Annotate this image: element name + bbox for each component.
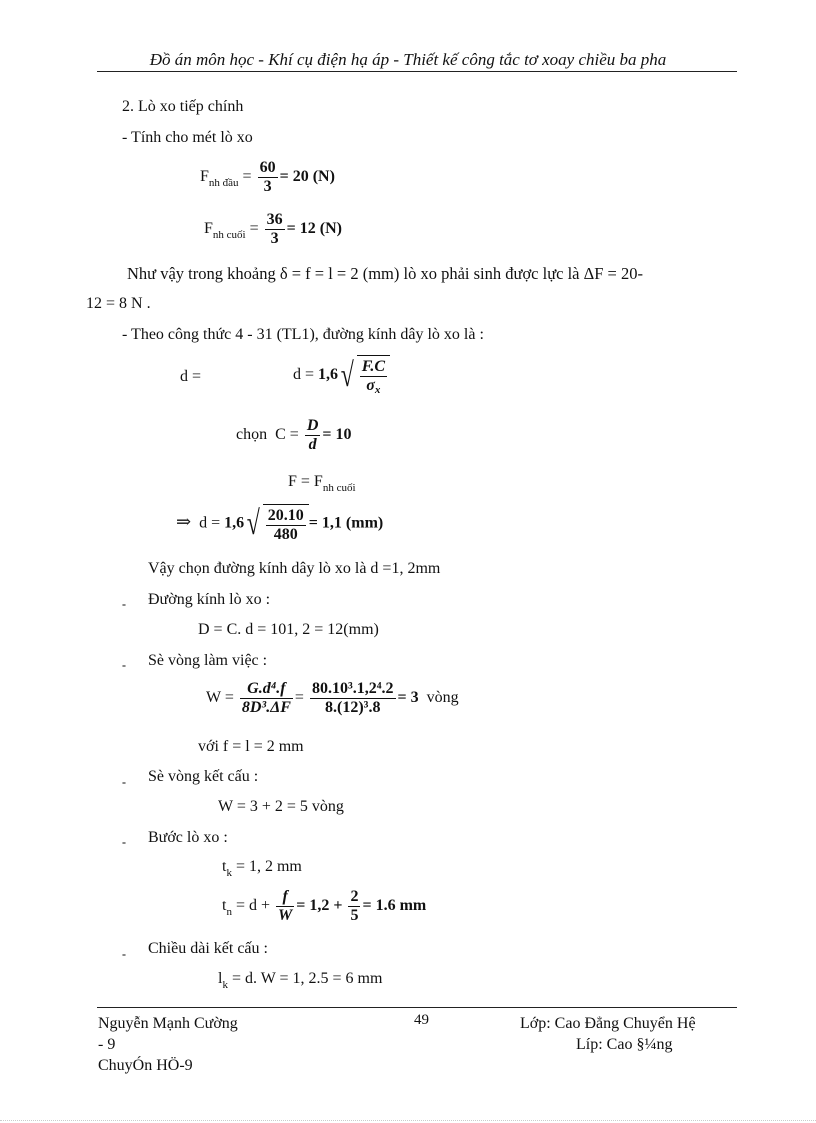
bullet-dash: - xyxy=(122,775,126,789)
formula-tk: $t_k = 1$, 2 mm xyxy=(222,858,302,879)
fraction: $\frac{36}{3}$ xyxy=(266,211,283,247)
header-rule xyxy=(97,71,737,72)
with-f: với f = l = 2 mm xyxy=(198,738,304,755)
fraction: $\frac{60}{3}$ xyxy=(259,159,276,195)
chosen-diameter: Vậy chọn đường kính dây lò xo là d =1, 2mm xyxy=(148,560,441,577)
page-number: 49 xyxy=(414,1012,429,1028)
footer-class-2: Líp: Cao §¼ng xyxy=(576,1036,673,1053)
formula-lk: $l_k = d$. W = 1, 2.5 = 6 mm xyxy=(218,970,383,991)
footer-author-cont-2: ChuyÓn HÖ-9 xyxy=(98,1057,193,1074)
formula-w: W = $\frac{\text{G.d⁴.f}}{\text{8D³.ΔF}}$ = $\frac{\text{80.10³.1,2⁴.2}}{\text{8.(12)³.8}}$ = 3 vòng xyxy=(206,680,459,716)
outer-diameter-title: Đường kính lò xo : xyxy=(148,591,271,608)
calc-line: - Tính cho mét lò xo xyxy=(122,129,253,146)
d-left: d = xyxy=(180,368,202,385)
struct-turns-title: Sè vòng kết cấu : xyxy=(148,768,259,785)
formula-c: chọn C = $\frac{D}{d}$ = 10 xyxy=(236,417,352,453)
bullet-dash: - xyxy=(122,835,126,849)
formula-intro: - Theo công thức 4 - 31 (TL1), đường kính dây lò xo là : xyxy=(122,326,484,343)
running-header: Đồ án môn học - Khí cụ điện hạ áp - Thiết kế công tắc tơ xoay chiều ba pha xyxy=(149,50,667,69)
paragraph-line-2: 12 = 8 N . xyxy=(86,295,151,312)
working-turns-title: Sè vòng làm việc : xyxy=(148,652,268,669)
formula-tn: $t_n = d$ + $\frac{f}{W}$ = 1,2 + $\frac{2}{5}$ = 1.6 mm xyxy=(222,888,427,924)
footer-author: Nguyễn Mạnh Cường xyxy=(98,1015,238,1032)
page-edge xyxy=(0,1120,816,1122)
bullet-dash: - xyxy=(122,597,126,611)
footer-author-cont: - 9 xyxy=(98,1036,116,1053)
sqrt: √ $\frac{20.10}{480}$ xyxy=(244,504,309,544)
footer-class: Lớp: Cao Đẳng Chuyển Hệ xyxy=(520,1015,696,1032)
paragraph-line-1: Như vậy trong khoảng δ = f = l = 2 (mm) lò xo phải sinh được lực là ΔF = 20- xyxy=(127,264,643,283)
sqrt: √ $\frac{F.C}{\sigma x}$ xyxy=(338,355,390,396)
pitch-title: Bước lò xo : xyxy=(148,829,228,846)
formula-d-result: ⇒ d = 1,6√ $\frac{20.10}{480}$ = 1,1 (mm) xyxy=(176,505,384,543)
footer-rule xyxy=(97,1007,737,1008)
outer-diameter-value: D = C. d = 101, 2 = 12(mm) xyxy=(198,621,379,638)
length-title: Chiều dài kết cấu : xyxy=(148,940,268,957)
section-title: 2. Lò xo tiếp chính xyxy=(122,98,244,115)
formula-d: d = 1,6√ $\frac{F.C}{\sigma x}$ xyxy=(293,355,390,396)
formula-f: $F = F_{nh cuối}$ xyxy=(288,473,356,494)
bullet-dash: - xyxy=(122,658,126,672)
formula-f-cuoi: $F_{nh cuối}$ = $\frac{36}{3}$ = 12 (N) xyxy=(204,211,342,247)
formula-f-dau: $F_{nh đầu}$ = $\frac{60}{3}$ = 20 (N) xyxy=(200,159,335,195)
bullet-dash: - xyxy=(122,947,126,961)
struct-turns-value: W = 3 + 2 = 5 vòng xyxy=(218,798,344,815)
